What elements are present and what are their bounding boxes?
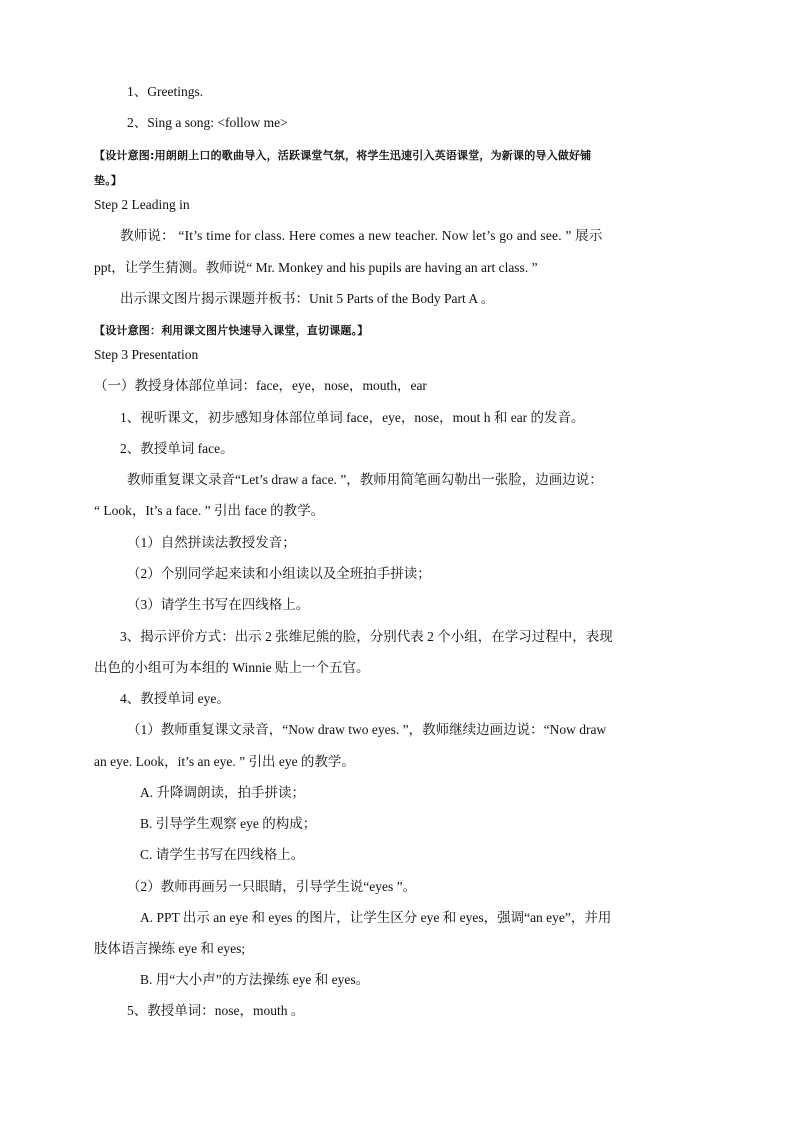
eye-step-b: B. 引导学生观察 eye 的构成； (140, 816, 317, 831)
listen-text-line: 1、视听课文，初步感知身体部位单词 face，eye，nose，mout h 和 ear 的发音。 (120, 410, 585, 425)
sing-song-line: 2、Sing a song: <follow me> (127, 115, 288, 130)
teach-face-line: 2、教授单词 face。 (120, 441, 234, 456)
eyes-line: （2）教师再画另一只眼睛，引导学生说“eyes ”。 (127, 879, 417, 894)
eyes-step-b: B. 用“大小声”的方法操练 eye 和 eyes。 (140, 972, 370, 987)
body-parts-heading: （一）教授身体部位单词：face，eye，nose，mouth，ear (94, 378, 427, 393)
face-step-3: （3）请学生书写在四线格上。 (127, 597, 310, 612)
evaluation-line-cont: 出色的小组可为本组的 Winnie 贴上一个五官。 (94, 660, 370, 675)
eyes-step-a: A. PPT 出示 an eye 和 eyes 的图片，让学生区分 eye 和 eyes，强调“an eye”，并用 (140, 910, 612, 925)
design-intent-note-1-cont: 垫。】 (94, 174, 123, 187)
eyes-step-a-cont: 肢体语言操练 eye 和 eyes; (94, 941, 246, 956)
eye-recording-line-cont: an eye. Look，it’s an eye. ” 引出 eye 的教学。 (94, 754, 355, 769)
teacher-says-line: 教师说： “It’s time for class. Here comes a new teacher. Now let’s go and see. ” 展示 (120, 228, 603, 243)
eye-recording-line: （1）教师重复课文录音，“Now draw two eyes. ”，教师继续边画边说：“Now draw (127, 722, 607, 737)
face-step-1: （1）自然拼读法教授发音； (127, 535, 296, 550)
step-2-heading: Step 2 Leading in (94, 197, 190, 212)
face-step-2: （2）个别同学起来读和小组读以及全班拍手拼读； (127, 566, 431, 581)
show-pictures-line: 出示课文图片揭示课题并板书：Unit 5 Parts of the Body Part A 。 (120, 291, 495, 306)
teach-nose-mouth-line: 5、教授单词：nose，mouth 。 (127, 1003, 305, 1018)
teach-eye-line: 4、教授单词 eye。 (120, 691, 230, 706)
eye-step-c: C. 请学生书写在四线格上。 (140, 847, 305, 862)
design-intent-note-1: 【设计意图:用朗朗上口的歌曲导入，活跃课堂气氛，将学生迅速引入英语课堂，为新课的导入做好铺 (94, 149, 592, 162)
evaluation-line: 3、揭示评价方式：出示 2 张维尼熊的脸，分别代表 2 个小组，在学习过程中，表现 (120, 629, 613, 644)
face-recording-line-cont: “ Look，It’s a face. ” 引出 face 的教学。 (94, 503, 325, 518)
design-intent-note-2: 【设计意图：利用课文图片快速导入课堂，直切课题。】 (94, 324, 369, 337)
face-recording-line: 教师重复课文录音“Let’s draw a face. ”，教师用简笔画勾勒出一张脸，边画边说： (127, 472, 603, 487)
greetings-line: 1、Greetings. (127, 84, 204, 99)
step-3-heading: Step 3 Presentation (94, 347, 199, 362)
eye-step-a: A. 升降调朗读，拍手拼读； (140, 785, 305, 800)
teacher-says-line-cont: ppt，让学生猜测。教师说“ Mr. Monkey and his pupils are having an art class. ” (94, 260, 538, 275)
